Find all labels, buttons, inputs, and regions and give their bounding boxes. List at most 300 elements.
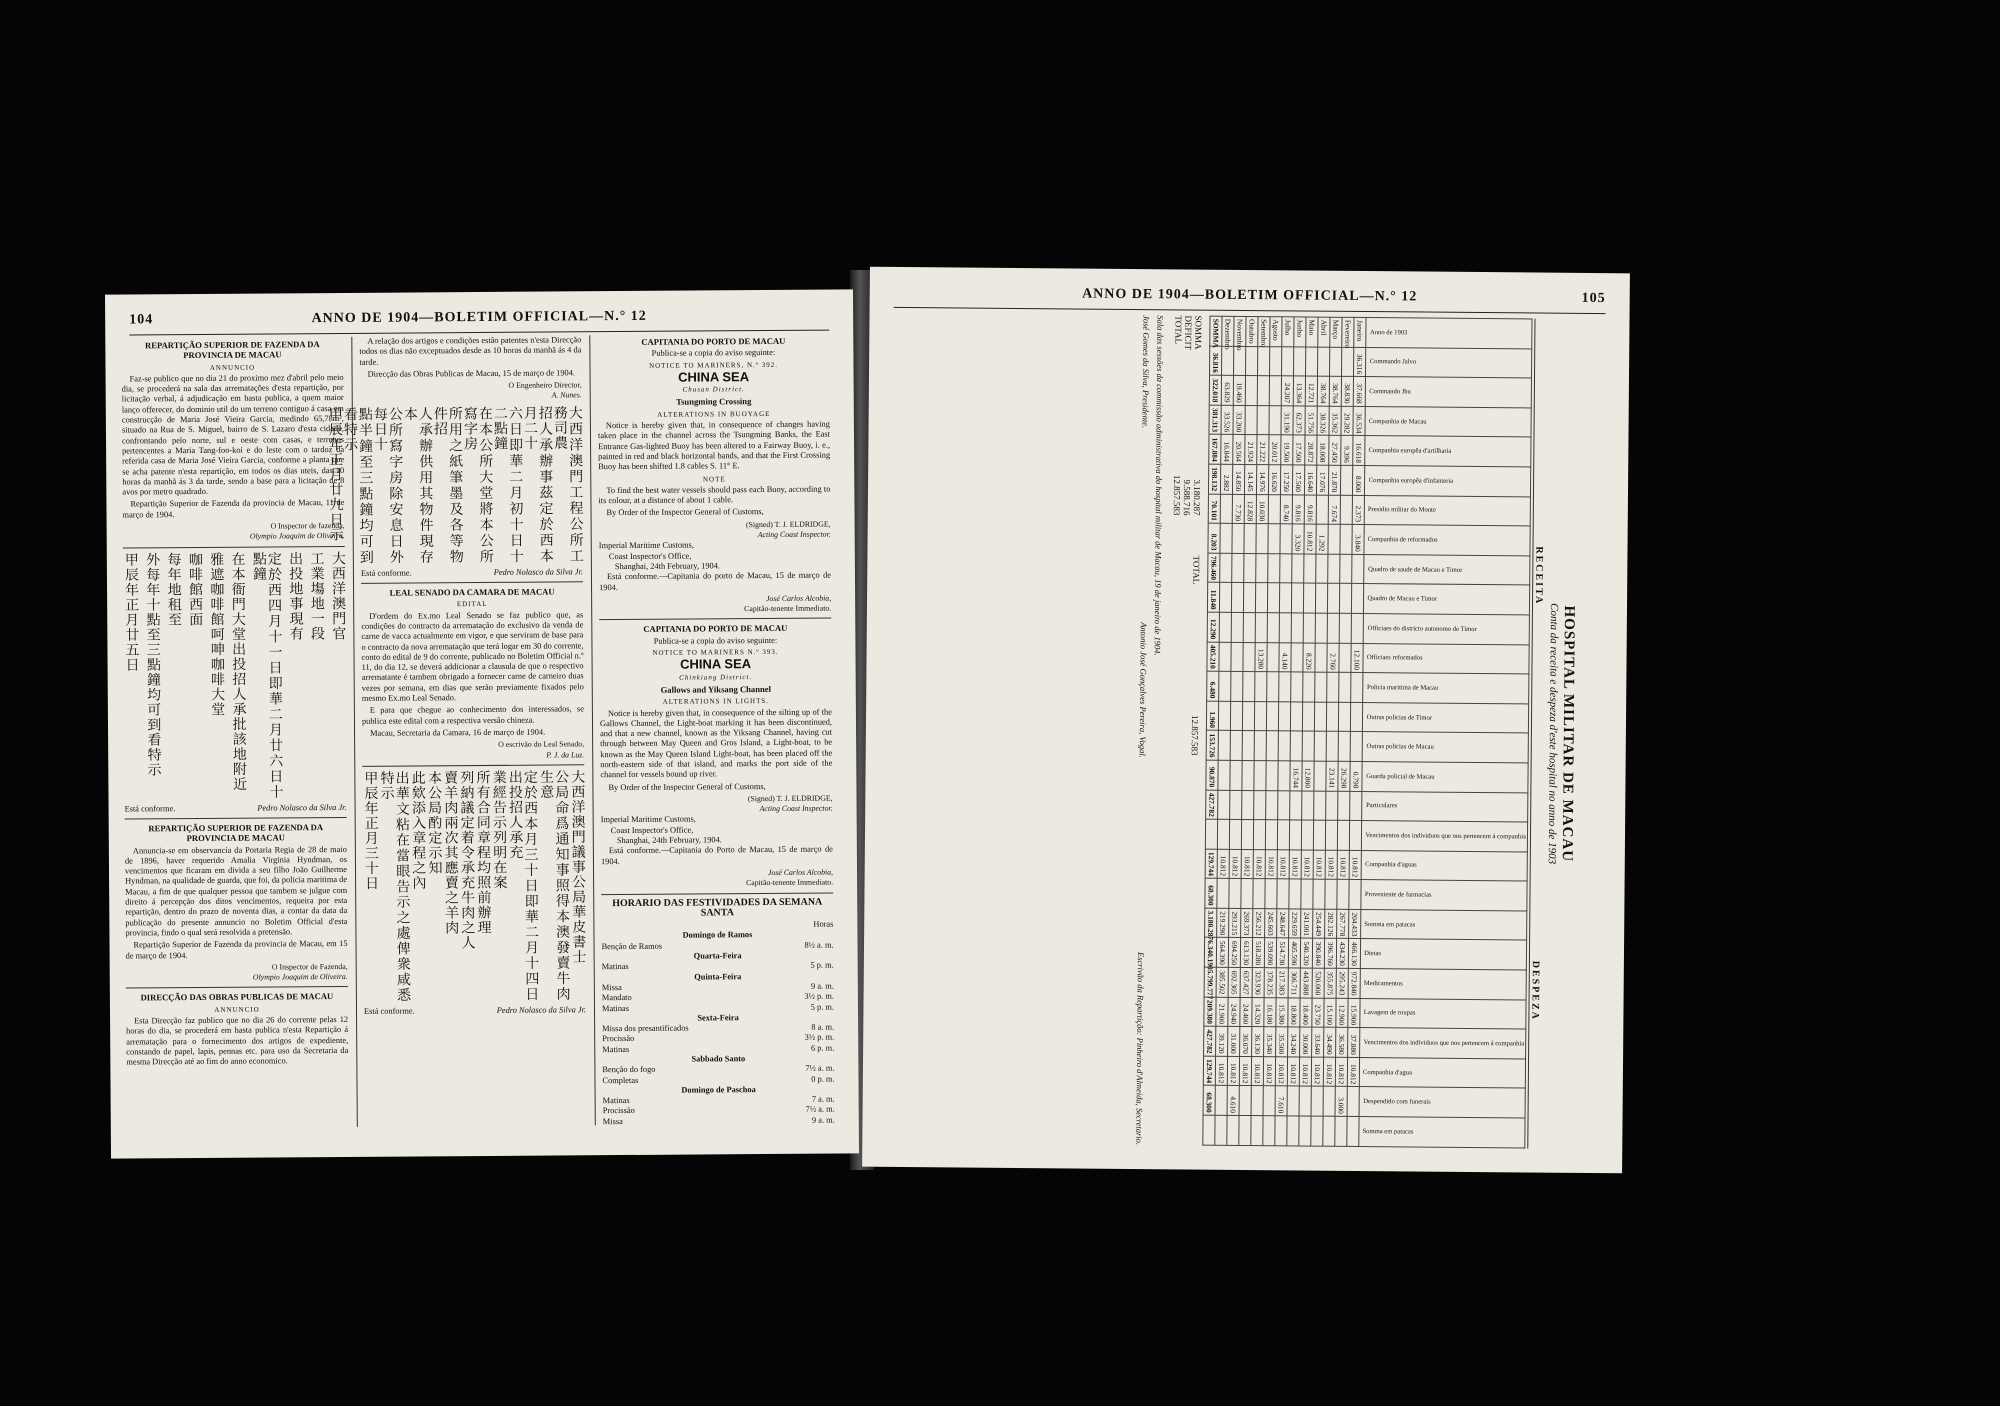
receita-cell [1292, 613, 1304, 643]
schedule-day: Sexta-Feira [697, 1013, 739, 1023]
receita-cell: 37.668 [1354, 377, 1366, 407]
col-header-text: Somma em patacas [1362, 1128, 1414, 1136]
receita-cell [1339, 732, 1351, 762]
sign-name: P. J. da Luz. [546, 749, 585, 760]
receita-cell [1243, 701, 1255, 731]
col-header-despeza [1359, 1117, 1525, 1148]
receita-cell [1304, 613, 1316, 643]
col-header-despeza [1359, 1087, 1525, 1118]
receita-cell [1278, 761, 1290, 791]
table-footer: Sala das sessões da commissão administrativa do hospital militar de Macau, 19 de janeiro de 1904. [1152, 315, 1166, 656]
receita-cell: 0.798 [1350, 761, 1362, 791]
despeza-cell [1263, 1086, 1275, 1116]
notice-pub: Publica-se a copia do aviso seguinte: [651, 348, 776, 359]
schedule-time: 9 a. m. [811, 981, 834, 991]
receita-cell: 10.812 [1278, 849, 1290, 879]
receita-cell [1270, 346, 1282, 376]
receita-cell [1292, 583, 1304, 613]
receita-cell [1278, 790, 1290, 820]
schedule-event: Benção do fogo [602, 1065, 656, 1075]
receita-cell: 13.280 [1255, 642, 1267, 672]
chinese-column: 出華文粘在當眼告示之處俾衆咸悉特示 [378, 770, 412, 1003]
despeza-cell [1287, 1116, 1299, 1146]
receita-cell: 17.250 [1281, 465, 1293, 495]
sign-name: Olympio Joaquim de Oliveira. [249, 531, 345, 541]
receita-cell: 20.564 [1233, 435, 1245, 465]
divider [599, 618, 831, 621]
schedule-item-row [603, 1115, 835, 1127]
receita-cell [1314, 761, 1326, 791]
notice-label: ANNUNCIO [209, 363, 256, 372]
receita-cell: 129.744 [1206, 849, 1218, 879]
despeza-cell: 15.380 [1276, 997, 1288, 1027]
receita-cell: 17.076 [1317, 465, 1329, 495]
despeza-cell: 12.900 [1336, 998, 1348, 1028]
total-label: DEFICIT [1183, 315, 1194, 351]
despeza-cell: 24.400 [1240, 997, 1252, 1027]
receita-cell [1244, 612, 1256, 642]
despeza-cell [1323, 1087, 1335, 1117]
receita-cell: 248.647 [1277, 909, 1289, 939]
chinese-column: 點半鐘至三點鐘均可到看特示 [341, 406, 374, 565]
schedule-event: Benção de Ramos [601, 941, 663, 951]
totals-despeza [1170, 555, 1202, 755]
receita-cell: 27.450 [1329, 436, 1341, 466]
divider [361, 581, 583, 584]
receita-cell [1282, 346, 1294, 376]
receita-cell [1327, 732, 1339, 762]
date: Shanghai, 24th February, 1904. [616, 835, 722, 846]
receita-cell: 19.460 [1234, 376, 1246, 406]
total-value: 12.857.583 [1190, 715, 1201, 756]
despeza-cell: 15.100 [1324, 998, 1336, 1028]
conform-sign: Pedro Nolasco da Silva Jr. [496, 1005, 587, 1015]
despeza-cell: 33.640 [1312, 1027, 1324, 1057]
receita-cell [1351, 702, 1363, 732]
chinese-column: 每年地租至 [165, 551, 182, 627]
receita-cell: 167.884 [1209, 435, 1221, 465]
schedule-day: Domingo de Ramos [682, 930, 753, 941]
schedule-event: Matinas [602, 1096, 630, 1106]
receita-cell: 23.141 [1326, 761, 1338, 791]
col-header-receita [1362, 791, 1528, 822]
schedule-event: Missa dos presantificados [602, 1023, 689, 1034]
acting: Acting Coast Inspector. [759, 803, 833, 814]
notice-label: ANNUNCIO [214, 1005, 260, 1014]
receita-cell: 10.030 [1257, 494, 1269, 524]
receita-cell [1280, 613, 1292, 643]
chinese-column: 工業塲地一段 [308, 550, 326, 641]
receita-cell: 35.362 [1329, 406, 1341, 436]
schedule-hours-label: Horas [813, 919, 834, 929]
receita-cell [1219, 701, 1231, 731]
receita-cell [1317, 495, 1329, 525]
despeza-cell: 18.800 [1288, 998, 1300, 1028]
despeza-cell: 514.730 [1277, 938, 1289, 968]
receita-cell [1267, 731, 1279, 761]
notice-body: A relação dos artigos e condições estão patentes n'esta Direcção todos os dias não exceptuados desde as 10 horas da manhã ás 4 da tarde. [359, 335, 582, 367]
receita-cell [1314, 820, 1326, 850]
col-header-text: Officiaes reformados [1366, 654, 1423, 662]
schedule-event: Missa [602, 1116, 623, 1126]
chinese-column: 公所寫字房除安息日外每日十 [371, 406, 404, 565]
receita-cell: 62.373 [1293, 406, 1305, 436]
receita-cell: 2.373 [1353, 495, 1365, 525]
receita-cell [1267, 672, 1279, 702]
receita-cell [1316, 613, 1328, 643]
despeza-cell: 972.840 [1348, 968, 1360, 998]
receita-cell [1232, 553, 1244, 583]
district: Chinkiang District. [679, 672, 753, 682]
receita-cell [1341, 465, 1353, 495]
chinese-column: 公局命爲通知事照得本澳發賣牛肉生意 [538, 769, 571, 1002]
total-label: TOTAL [1173, 315, 1184, 345]
month-cell: Junho [1294, 317, 1306, 347]
receita-cell: 38.830 [1342, 377, 1354, 407]
receita-cell: 10.812 [1304, 524, 1316, 554]
receita-cell [1340, 584, 1352, 614]
schedule-event: Matinas [601, 1003, 630, 1013]
col-header-text: Policia maritima de Macau [1366, 683, 1438, 692]
receita-cell [1245, 405, 1257, 435]
receita-cell [1279, 702, 1291, 732]
receita-cell: 14.976 [1257, 465, 1269, 495]
receita-cell: 3.840 [1352, 525, 1364, 555]
receita-cell: 16.744 [1290, 761, 1302, 791]
column-3 [597, 334, 835, 1128]
running-title: ANNO DE 1904—BOLETIM OFFICIAL—N.° 12 [1082, 286, 1418, 305]
conform-line [125, 803, 347, 815]
signed: (Signed) T. J. ELDRIDGE, [745, 519, 831, 529]
receita-cell [1232, 524, 1244, 554]
sea-name: CHINA SEA [678, 369, 750, 385]
receita-cell [1254, 760, 1266, 790]
receita-cell [1328, 554, 1340, 584]
chinese-column: 定於西本月三十日即華二月十四日出投招人承充 [506, 769, 540, 1002]
despeza-cell: 295.243 [1336, 968, 1348, 998]
col-header-text: Commando Jhu [1369, 388, 1411, 396]
col-header-receita [1365, 436, 1531, 467]
col-header-text: Officiaes do districto autonomo de Timor [1367, 624, 1477, 633]
receita-cell [1294, 346, 1306, 376]
despeza-cell: 405.590 [1289, 938, 1301, 968]
receita-cell [1220, 612, 1232, 642]
col-header-text: Companhia d'agua [1363, 1068, 1413, 1077]
receita-cell: 198.132 [1209, 464, 1221, 494]
sign-name: Olympio Joaquim de Oliveira. [252, 972, 348, 982]
receita-cell [1231, 731, 1243, 761]
receita-cell [1350, 821, 1362, 851]
receita-cell [1328, 584, 1340, 614]
col-header-text: Companhia europêa d'artilharia [1368, 447, 1452, 455]
sign-role: Capitão-tenente Immediato. [746, 877, 834, 888]
receita-cell: 14.145 [1245, 464, 1257, 494]
receita-cell [1242, 820, 1254, 850]
receita-cell: 33.200 [1233, 405, 1245, 435]
conform-text: Está conforme. [360, 568, 412, 578]
col-header-text: Despendido com funerais [1363, 1098, 1431, 1106]
despeza-cell: 10.812 [1252, 1056, 1264, 1086]
chinese-date: 甲辰年正月廿五日 [122, 552, 140, 673]
receita-cell [1256, 583, 1268, 613]
receita-cell [1244, 553, 1256, 583]
receita-cell [1268, 524, 1280, 554]
receita-cell [1290, 790, 1302, 820]
despeza-cell: 36.070 [1240, 1027, 1252, 1057]
col-header-text: Vencimentos dos individuos que nos pertencem á companhia [1363, 1039, 1525, 1048]
despeza-cell [1239, 1086, 1251, 1116]
receita-cell [1280, 554, 1292, 584]
divider [126, 986, 348, 989]
schedule-time: 0 p. m. [811, 1074, 835, 1084]
col-header-text: Somma em patacas [1364, 920, 1416, 929]
despeza-cell: 520.000 [1312, 968, 1324, 998]
col-header-text: Particulares [1365, 802, 1397, 810]
receita-cell [1279, 731, 1291, 761]
chinese-column: 業經告示列明在案 [490, 769, 508, 890]
conform: Está conforme.—Capitania do porto de Macau, 15 de março de 1904. [599, 570, 832, 592]
receita-cell: 12.290 [1208, 612, 1220, 642]
total-line [1172, 315, 1184, 515]
schedule-day: Domingo de Paschoa [681, 1084, 756, 1095]
schedule-day: Quarta-Feira [693, 951, 742, 961]
despeza-cell [1227, 1115, 1239, 1145]
despeza-cell: 694.250 [1229, 938, 1241, 968]
despeza-cell: 306.711 [1288, 968, 1300, 998]
table-subtitle: Conta da receita e despeza d'este hospital no anno de 1903 [1545, 603, 1561, 865]
receita-cell [1242, 790, 1254, 820]
alteration: ALTERATIONS IN BUOYAGE [657, 409, 771, 419]
chinese-column: 在本公所大堂將本公所寫字房 [461, 405, 494, 564]
receita-cell: 16.844 [1221, 435, 1233, 465]
col-header-month [1366, 318, 1532, 349]
receita-cell: 2.760 [1327, 643, 1339, 673]
despeza-cell: 385.502 [1216, 967, 1228, 997]
receita-cell: 13.364 [1294, 376, 1306, 406]
notice-heading: LEAL SENADO DA CAMARA DE MACAU [389, 586, 555, 598]
receita-cell [1242, 760, 1254, 790]
receita-cell: 24.207 [1282, 376, 1294, 406]
schedule-event: Matinas [601, 962, 629, 972]
receita-cell [1244, 524, 1256, 554]
col-header-text: Proveniente de farmacias [1364, 891, 1432, 899]
despeza-cell: 434.230 [1337, 939, 1349, 969]
signed: (Signed) T. J. ELDRIDGE, [747, 793, 833, 804]
despeza-cell: 10.812 [1216, 1056, 1228, 1086]
receita-cell: 8.203 [1208, 523, 1220, 553]
conform-text: Está conforme. [124, 803, 176, 814]
receita-cell [1241, 879, 1253, 909]
sign-role: O Inspector de fazenda, [270, 521, 345, 531]
despeza-cell: 10.812 [1324, 1057, 1336, 1087]
schedule-time: 3½ p. m. [804, 991, 834, 1001]
receita-cell [1349, 880, 1361, 910]
receita-cell [1352, 584, 1364, 614]
receita-cell: 18.008 [1317, 435, 1329, 465]
receita-cell [1306, 347, 1318, 377]
despeza-cell: 14.320 [1252, 997, 1264, 1027]
receita-cell: 10.812 [1314, 850, 1326, 880]
receita-cell [1304, 554, 1316, 584]
col-header-text: Anno de 1903 [1369, 328, 1408, 337]
receita-cell: 405.210 [1207, 642, 1219, 672]
receita-cell [1254, 820, 1266, 850]
col-header-receita [1363, 673, 1529, 704]
signer: José Gomes da Silva, Presidente. [1140, 315, 1152, 429]
schedule-time: 9 a. m. [811, 1115, 835, 1125]
chinese-column: 六日即華二月初十日十二點鐘 [491, 405, 524, 564]
despeza-cell: 396.760 [1325, 939, 1337, 969]
receita-cell [1267, 642, 1279, 672]
despeza-cell [1335, 1116, 1347, 1146]
office: Coast Inspector's Office, [608, 551, 692, 561]
month-cell: Maio [1306, 317, 1318, 347]
despeza-cell: 10.812 [1336, 1057, 1348, 1087]
total-label: TOTAL [1191, 555, 1202, 585]
receita-cell: 8.220 [1303, 643, 1315, 673]
receita-cell [1256, 553, 1268, 583]
receita-cell [1339, 672, 1351, 702]
by-order: By Order of the Inspector General of Customs, [608, 781, 766, 792]
receita-cell: 38.326 [1317, 406, 1329, 436]
schedule-event: Missa [601, 982, 622, 993]
receita-cell: 21.924 [1245, 435, 1257, 465]
receita-cell: 293.215 [1229, 908, 1241, 938]
receita-cell [1246, 376, 1258, 406]
schedule-table [601, 920, 834, 1128]
schedule-time: 7½ a. m. [805, 1105, 835, 1115]
receita-cell [1278, 820, 1290, 850]
receita-cell [1289, 879, 1301, 909]
receita-cell [1351, 732, 1363, 762]
receita-cell: 21.870 [1329, 465, 1341, 495]
receita-cell [1270, 376, 1282, 406]
receita-cell [1327, 702, 1339, 732]
receita-cell [1340, 554, 1352, 584]
col-header-text: Guarda policial de Macau [1365, 772, 1435, 781]
receita-cell [1325, 879, 1337, 909]
receita-cell [1266, 790, 1278, 820]
despeza-cell [1347, 1087, 1359, 1117]
despeza-cell: 466.130 [1349, 939, 1361, 969]
notice-heading: REPARTIÇÃO SUPERIOR DE FAZENDA DA PROVINCIA DE MACAU [145, 339, 320, 361]
receita-cell [1338, 791, 1350, 821]
page-number: 105 [1581, 290, 1606, 307]
despeza-cell: 24.940 [1228, 997, 1240, 1027]
receita-cell [1222, 346, 1234, 376]
notice-closing: Repartição Superior de Fazenda da provincia de Macau, 11 de março de 1904. [122, 498, 345, 520]
schedule-event: Procissão [602, 1034, 635, 1044]
receita-cell [1291, 731, 1303, 761]
divider [362, 764, 584, 767]
despeza-cell: 692.305 [1228, 967, 1240, 997]
receita-cell: 36.316 [1354, 347, 1366, 377]
despeza-cell [1347, 1116, 1359, 1146]
schedule-title: HORARIO DAS FESTIVIDADES DA SEMANA SANTA [612, 896, 823, 919]
receita-cell: 36.816 [1210, 346, 1222, 376]
receita-cell: 2.882 [1221, 464, 1233, 494]
receita-cell [1315, 643, 1327, 673]
despeza-cell: 23.750 [1312, 998, 1324, 1028]
office: Coast Inspector's Office, [610, 825, 694, 835]
page-number: 104 [129, 312, 154, 328]
receita-cell [1230, 790, 1242, 820]
schedule-event: Matinas [602, 1044, 630, 1054]
totals [1167, 315, 1204, 1145]
receita-cell [1303, 702, 1315, 732]
receita-cell [1291, 672, 1303, 702]
running-title: ANNO DE 1904—BOLETIM OFFICIAL—N.° 12 [311, 308, 647, 327]
despeza-cell: 7.610 [1275, 1086, 1287, 1116]
receita-cell [1328, 524, 1340, 554]
despeza-cell: 34.490 [1324, 1027, 1336, 1057]
receita-cell: 38.764 [1318, 376, 1330, 406]
notice-title: NOTICE TO MARINERS N.º 393. [652, 647, 779, 657]
col-header-text: Outras policias de Timor [1366, 713, 1432, 722]
conform-line [361, 567, 583, 579]
notice-closing: Macau, Secretaria da Camara, 16 de março de 1904. [370, 727, 546, 738]
chinese-column: 雅遮咖啡館呵呻咖啡大堂 [208, 551, 226, 717]
chinese-date: 甲辰年正月廿九日示 [326, 406, 344, 542]
schedule-event: Procissão [602, 1106, 635, 1116]
month-cell: Abril [1318, 317, 1330, 347]
receita-cell [1254, 790, 1266, 820]
receita-cell [1231, 671, 1243, 701]
office: Imperial Maritime Customs, [598, 540, 694, 551]
despeza-cell: 30.000 [1300, 1027, 1312, 1057]
receita-cell [1338, 820, 1350, 850]
receita-cell [1291, 702, 1303, 732]
receita-cell: 153.726 [1207, 730, 1219, 760]
notice-body: Faz-se publico que no dia 21 do proximo mez d'abril pelo meio dia, se procederá na sala das arrematações d'esta repartição, por licitação verbal, á adjudicação em hasta publica, a quem maior lanço offerecer, do dominio util do um terreno contiguo á casa em construcção de Maria José Vieira Garcia, medindo 65,78m², situado na Rua de S. Miguel, bairro de S. Lazaro d'esta cidade, confrontando pelo norte, sul e oeste com casas, e terrenos pertencentes a Maria Tang-foo-koi e do leste com o tardoz da referida casa de Maria José Vieira Garcia, conforme a planta que se acha patente n'esta repartição, em todos os dias uteis, das 10 horas da manhã ás 3 da tarde, sendo a base para a licitação de 8 avos por metro quadrado. [121, 372, 345, 497]
receita-cell: 31.190 [1281, 406, 1293, 436]
col-header-receita [1362, 761, 1528, 792]
notice-closing: Direcção das Obras Publicas de Macau, 15 de março de 1904. [367, 368, 576, 379]
notice-heading: CAPITANIA DO PORTO DE MACAU [641, 335, 786, 347]
table-body [1203, 316, 1366, 1146]
sign-role: Capitão-tenente Immediato. [744, 603, 832, 614]
receita-cell [1218, 790, 1230, 820]
despeza-cell: 390.840 [1313, 939, 1325, 969]
month-cell: Agosto [1270, 317, 1282, 347]
despeza-cell [1323, 1116, 1335, 1146]
chinese-column: 大西洋澳門官 [329, 550, 347, 641]
receita-cell: 6.480 [1207, 671, 1219, 701]
col-header-receita [1361, 880, 1527, 911]
hospital-table [1203, 316, 1533, 1149]
despeza-cell [1203, 1115, 1215, 1145]
notice-body: Notice is hereby given that, in consequence of changes having taken place in the channel across the Tsungming Banks, the East Entrance Gas-lighted Buoy has been altered to a Fairway Buoy, i. e., painted in red and black horizontal bands, and that the First Crossing Buoy has been shifted 1.8 cables S. 11° E. [597, 419, 831, 472]
sign-name: José Carlos Alcobia, [766, 593, 832, 603]
despeza-cell: 6.340.190 [1205, 938, 1217, 968]
receita-cell: 3.320 [1292, 524, 1304, 554]
despeza-cell: 209.380 [1204, 997, 1216, 1027]
total-value: 12.857.583 [1172, 474, 1183, 516]
by-order: By Order of the Inspector General of Customs, [606, 507, 764, 518]
receita-cell [1302, 790, 1314, 820]
receita-cell [1243, 642, 1255, 672]
receita-cell [1328, 613, 1340, 643]
col-header-receita [1366, 377, 1532, 408]
receita-cell: 33.526 [1221, 405, 1233, 435]
district: Chusan District. [682, 385, 745, 394]
receita-cell [1206, 819, 1218, 849]
receita-cell [1277, 879, 1289, 909]
receita-cell [1258, 346, 1270, 376]
col-header-receita [1363, 732, 1529, 763]
conform-sign: Pedro Nolasco da Silva Jr. [257, 802, 347, 813]
receita-cell: 11.840 [1208, 583, 1220, 613]
